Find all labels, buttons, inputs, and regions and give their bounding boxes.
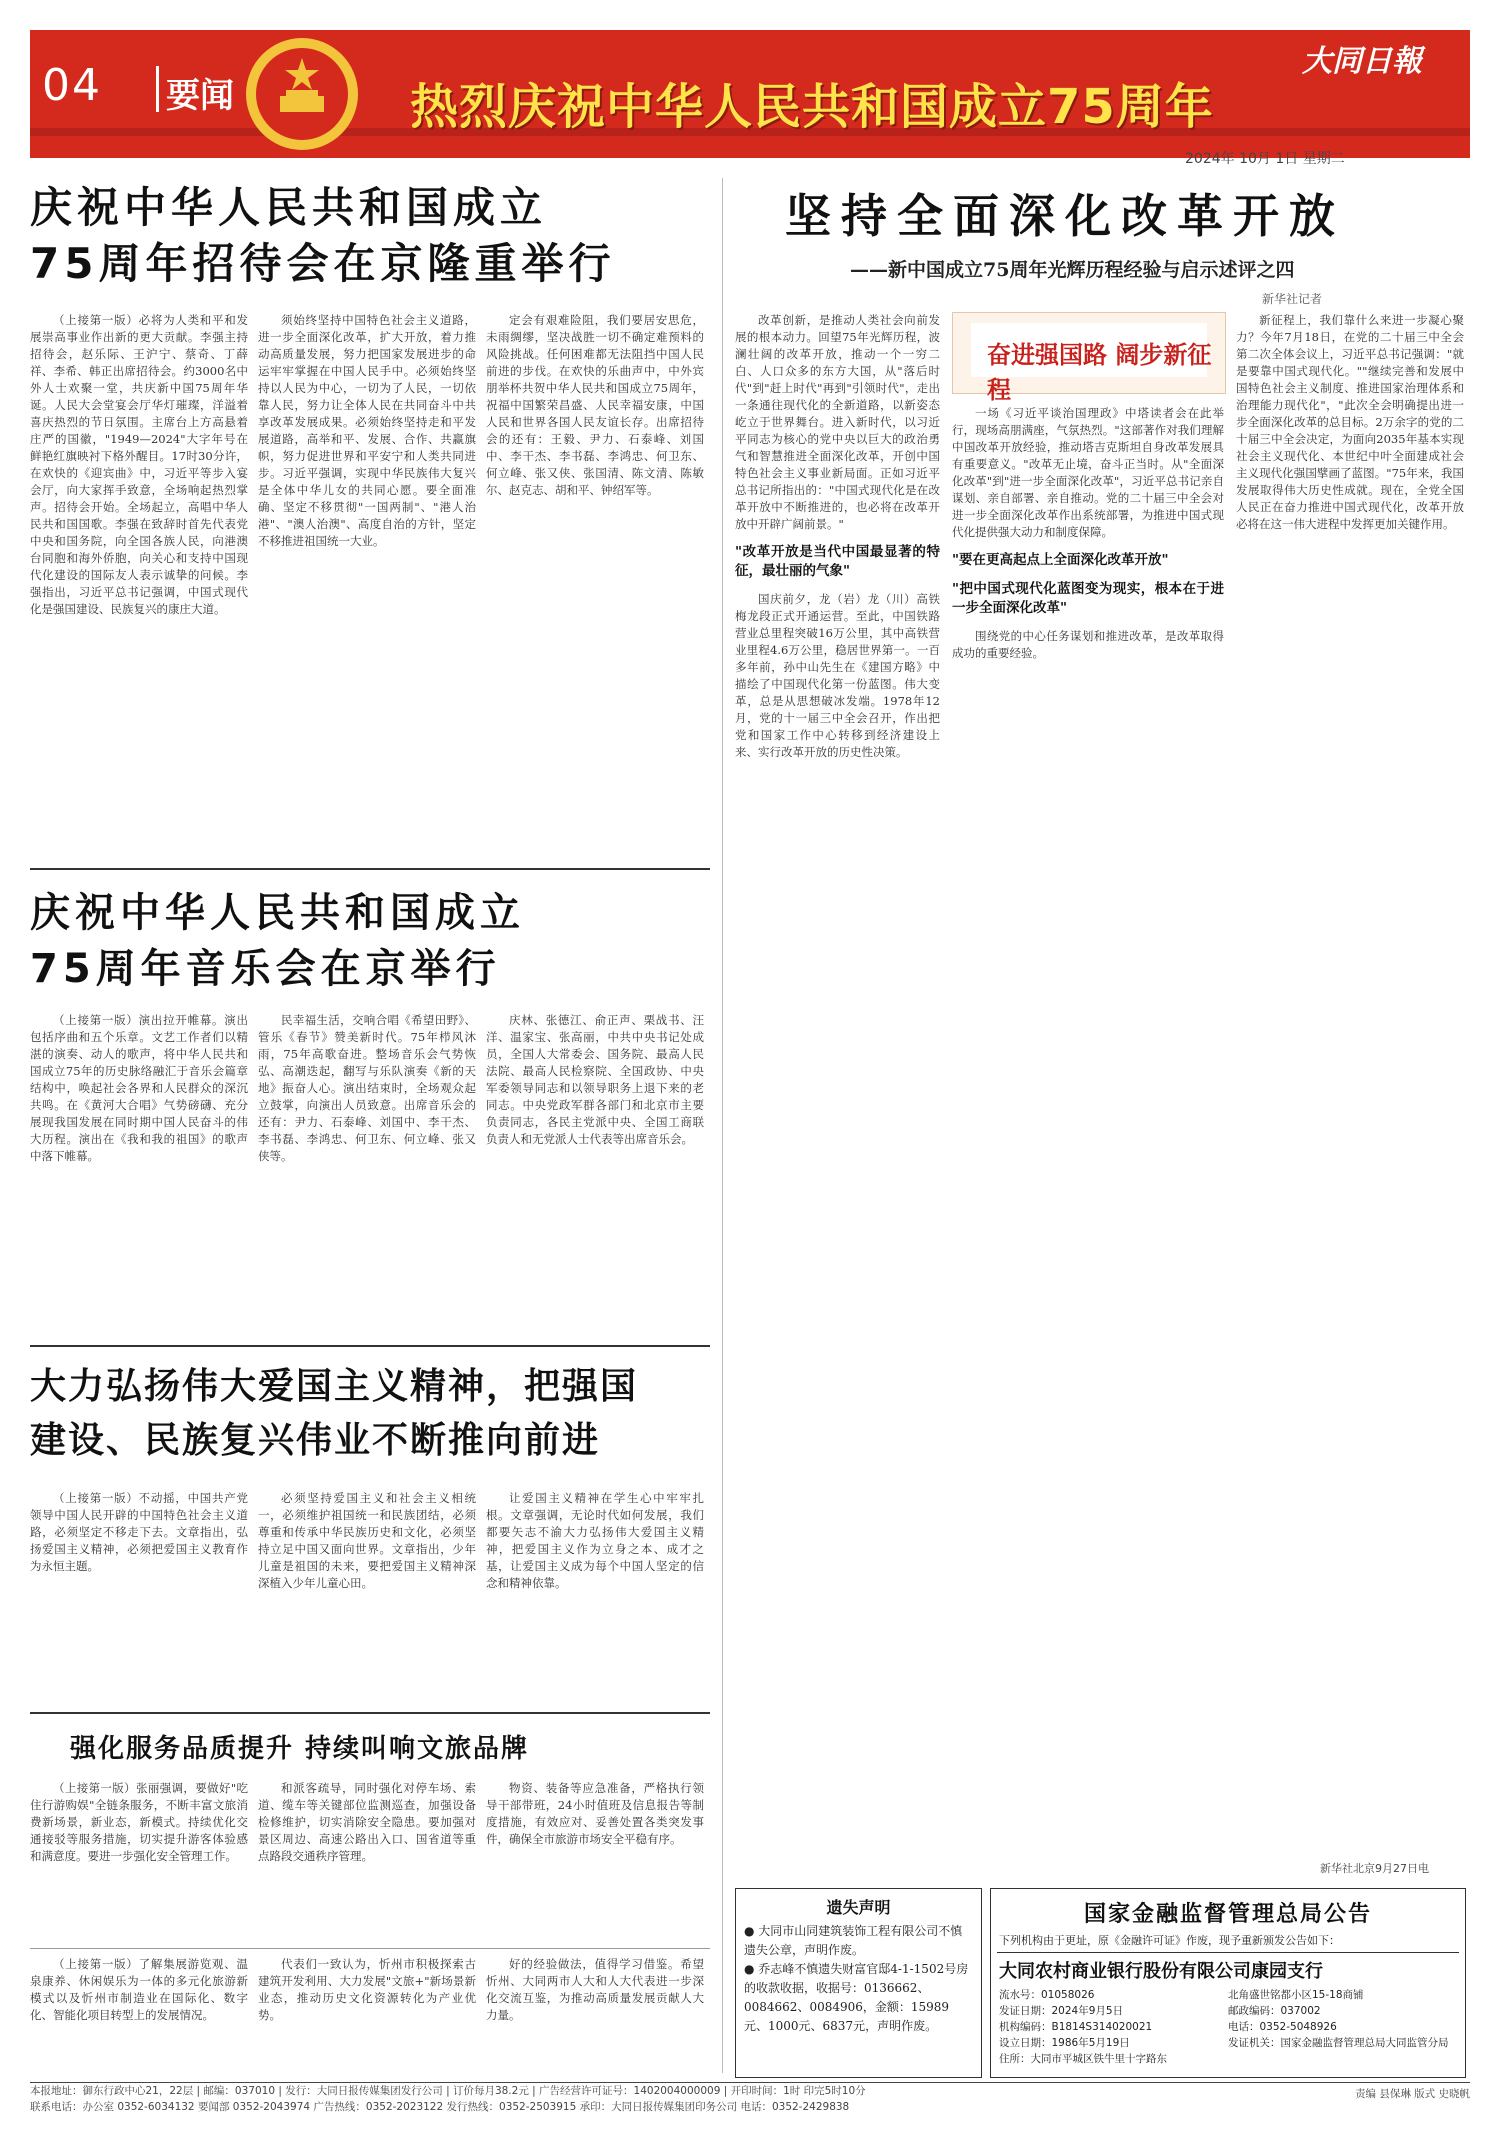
concert-col-1 — [30, 1012, 248, 1332]
divider — [30, 868, 710, 870]
concert-text-2: 民幸福生活，交响合唱《希望田野》、管乐《春节》赞美新时代。75年栉风沐雨，75年高歌奋进。整场音乐会气势恢弘、高潮迭起，翻写与乐队演奏《新的天地》振奋人心。演出结束时，全场观众起立鼓掌，向演出人员致意。出席音乐会的还有：尹力、石泰峰、刘国中、李干杰、李书磊、李鸿忠、何卫东、何立峰、张又侠等。 — [258, 1013, 476, 1163]
patriotism-text-2: 必须坚持爱国主义和社会主义相统一，必须维护祖国统一和民族团结，必须尊重和传承中华民族历史和文化，必须坚持立足中国又面向世界。文章指出，少年儿童是祖国的未来，要把爱国主义精神深深植入少年儿童心田。 — [258, 1491, 476, 1590]
footer-line2: 联系电话：办公室 0352-6034132 要闻部 0352-2043974 广告热线：0352-2023122 发行热线：0352-2503915 承印：大同日报传媒集团印务公司 电话：0352-2429838 — [30, 2101, 850, 2113]
tourism-text-4: （上接第一版）了解集展游览观、温泉康养、休闲娱乐为一体的多元化旅游新模式以及忻州市制造业在国际化、数字化、智能化项目转型上的发展情况。 — [30, 1957, 248, 2022]
tourism-headline: 强化服务品质提升 持续叫响文旅品牌 — [70, 1734, 530, 1764]
concert-title-line1: 庆祝中华人民共和国成立 — [30, 890, 525, 936]
concert-title-line2: 75周年音乐会在京举行 — [30, 946, 501, 992]
patriotism-col-1 — [30, 1490, 248, 1700]
reception-text-1: （上接第一版）必将为人类和平和发展崇高事业作出新的更大贡献。李强主持招待会，赵乐际、王沪宁、蔡奇、丁薛祥、李希、韩正出席招待会。约3000名中外人士欢聚一堂，共庆新中国75周年华诞。人民大会堂宴会厅华灯璀璨，洋溢着喜庆热烈的节日氛围。主席台上方高悬着庄严的国徽，"1949—2024"大字年号在鲜艳红旗映衬下格外醒目。17时30分许，在欢快的《迎宾曲》中，习近平等步入宴会厅，向大家挥手致意，全场响起热烈掌声。招待会开始。全场起立，高唱中华人民共和国国歌。李强在致辞时首先代表党中央和国务院，向全国各族人民，向港澳台同胞和海外侨胞，向关心和支持中国现代化建设的国际友人表示诚挚的问候。李强指出，习近平总书记强调，中国式现代化是强国建设、民族复兴的康庄大道。 — [30, 313, 248, 616]
lost-notice-text: 乔志峰不慎遗失财富官邸4-1-1502号房的收款收据，收据号：0136662、0084662、0084906，金额：15989元、1000元、6837元，声明作废。 — [744, 1962, 969, 2033]
bank-field: 机构编码：B1814S314020021 — [999, 2021, 1153, 2033]
lost-notice-item: ● 乔志峰不慎遗失财富官邸4-1-1502号房的收款收据，收据号：0136662、0084662、0084906，金额：15989元、1000元、6837元，声明作废。 — [744, 1962, 969, 2033]
concert-col-2 — [258, 1012, 476, 1332]
reform-subheading-1: "改革开放是当代中国最显著的特征，最壮丽的气象" — [735, 544, 940, 579]
finance-notice-title: 国家金融监督管理总局公告 — [1083, 1902, 1372, 1927]
reform-col-3 — [1236, 312, 1464, 1872]
reform-text-1b: 国庆前夕，龙（岩）龙（川）高铁梅龙段正式开通运营。至此，中国铁路营业总里程突破16万公里，其中高铁营业里程4.6万公里，稳居世界第一。一百多年前，孙中山先生在《建国方略》中描绘了中国现代化第一份蓝图。伟大变革，总是从思想破冰发端。1978年12月，党的十一届三中全会召开，作出把党和国家工作中心转移到经济建设上来、实行改革开放的历史性决策。 — [735, 592, 940, 759]
reform-headline: 坚持全面深化改革开放 — [785, 189, 1345, 243]
footer-line1: 本报地址：御东行政中心21，22层 | 邮编：037010 | 发行：大同日报传媒集团发行公司 | 订价每月38.2元 | 广告经营许可证号：1402004000009 | 开印时间：1时 印完5时10分 — [30, 2085, 866, 2097]
reception-title-line2: 75周年招待会在京隆重举行 — [30, 239, 616, 288]
tourism-text-2: 和派客疏导，同时强化对停车场、索道、缆车等关键部位监测巡查，加强设备检修维护，切实消除安全隐患。要加强对景区周边、高速公路出入口、国省道等重点路段交通秩序管理。 — [258, 1781, 476, 1863]
tourism-text-3: 物资、装备等应急准备，严格执行领导干部带班，24小时值班及信息报告等制度措施，有效应对、妥善处置各类突发事件，确保全市旅游市场安全平稳有序。 — [486, 1781, 704, 1846]
section-label: 要闻 — [166, 76, 234, 116]
concert-headline — [30, 885, 525, 997]
national-emblem-icon — [240, 32, 364, 156]
tourism-text-5: 代表们一致认为，忻州市积极探索古建筑开发利用、大力发展"文旅+"新场景新业态，推动历史文化资源转化为产业优势。 — [258, 1957, 476, 2022]
divider — [30, 1345, 710, 1347]
bank-field: 住所：大同市平城区铁牛里十字路东 — [999, 2053, 1167, 2065]
tourism-col-3 — [486, 1780, 704, 1940]
reform-col-1 — [735, 312, 940, 1877]
bank-field: 流水号：01058026 — [999, 1989, 1095, 2001]
tourism-col-1 — [30, 1780, 248, 1940]
reception-col-2 — [258, 312, 476, 857]
reform-text-1: 改革创新，是推动人类社会向前发展的根本动力。回望75年光辉历程，波澜壮阔的改革开放，推动一个一穷二白、人口众多的东方大国，从"落后时代"到"赶上时代"再到"引领时代"，走出一条通往现代化的全新道路，以新姿态屹立于世界舞台。进入新时代，以习近平同志为核心的党中央以巨大的政治勇气和智慧推进全面深化改革，开创中国特色社会主义事业新局面。正如习近平总书记所指出的："中国式现代化是在改革开放中不断推进的，也必将在改革开放中开辟广阔前景。" — [735, 313, 940, 531]
footer-editor: 责编 县保琳 版式 史晓帆 — [1354, 2088, 1470, 2100]
lost-notice-title: 遗失声明 — [826, 1898, 891, 1917]
divider — [30, 1712, 710, 1714]
reform-byline: 新华社记者 — [1262, 292, 1323, 306]
reform-text-2b: 围绕党的中心任务谋划和推进改革，是改革取得成功的重要经验。 — [952, 629, 1224, 660]
patriotism-col-3 — [486, 1490, 704, 1700]
concert-col-3 — [486, 1012, 704, 1332]
finance-notice-intro: 下列机构由于更址，原《金融许可证》作废，现予重新颁发公告如下： — [999, 1934, 1340, 1947]
patriotism-headline — [30, 1360, 638, 1468]
lost-notice-text: 大同市山同建筑装饰工程有限公司不慎遗失公章，声明作废。 — [744, 1924, 963, 1957]
patriotism-col-2 — [258, 1490, 476, 1700]
tourism-col-2 — [258, 1780, 476, 1940]
page-number: 04 — [42, 60, 102, 111]
page-header — [30, 30, 1470, 158]
concert-text-1: （上接第一版）演出拉开帷幕。演出包括序曲和五个乐章。文艺工作者们以精湛的演奏、动人的歌声，将中华人民共和国成立75年的历史脉络融汇于音乐会篇章结构中，唤起社会各界和人民群众的深沉共鸣。在《黄河大合唱》气势磅礴、充分展现我国发展在同时期中国人民奋斗的伟大历程。演出在《我和我的祖国》的歌声中落下帷幕。 — [30, 1013, 248, 1163]
reform-dateline: 新华社北京9月27日电 — [1320, 1862, 1429, 1875]
reception-title-line1: 庆祝中华人民共和国成立 — [30, 183, 548, 232]
tourism-text-1: （上接第一版）张丽强调，要做好"吃住行游购娱"全链条服务，不断丰富文旅消费新场景，新业态，新模式。持续优化交通接驳等服务措施，切实提升游客体验感和满意度。要进一步强化安全管理工作。 — [30, 1781, 248, 1863]
reform-subheading-3: "把中国式现代化蓝图变为现实，根本在于进一步全面深化改革" — [952, 581, 1224, 616]
reception-col-3 — [486, 312, 704, 857]
celebration-banner: 热烈庆祝中华人民共和国成立75周年 — [410, 79, 1214, 135]
finance-notice-box — [990, 1888, 1466, 2078]
patriotism-text-3: 让爱国主义精神在学生心中牢牢扎根。文章强调，无论时代如何发展，我们都要矢志不渝大力弘扬伟大爱国主义精神，把爱国主义作为立身之本、成才之基，让爱国主义成为每个中国人坚定的信念和精神依靠。 — [486, 1491, 704, 1590]
tourism-col-4 — [30, 1956, 248, 2074]
reform-subtitle: ——新中国成立75周年光辉历程经验与启示述评之四 — [850, 259, 1295, 281]
column-divider — [722, 178, 723, 2073]
bank-fields — [991, 1987, 1465, 2067]
tourism-col-5 — [258, 1956, 476, 2074]
reform-col-2 — [952, 405, 1224, 1875]
reception-text-2: 须始终坚持中国特色社会主义道路，进一步全面深化改革，扩大开放，着力推动高质量发展，努力把国家发展进步的命运牢牢掌握在中国人民手中。必须始终坚持以人民为中心，一切为了人民，一切依靠人民，努力让全体人民在共同奋斗中共享改革发展成果。必须始终坚持走和平发展道路，高举和平、发展、合作、共赢旗帜，努力促进世界和平安宁和人类共同进步。习近平强调，实现中华民族伟大复兴是全体中华儿女的共同心愿。要全面准确、坚定不移贯彻"一国两制"、"港人治港"、"澳人治澳"、高度自治的方针，坚定不移推进祖国统一大业。 — [258, 313, 476, 548]
bank-field: 发证日期：2024年9月5日 — [999, 2005, 1124, 2017]
bank-field: 邮政编码：037002 — [1228, 2005, 1321, 2017]
patriotism-title-line2: 建设、民族复兴伟业不断推向前进 — [30, 1420, 601, 1461]
patriotism-title-line1: 大力弘扬伟大爱国主义精神，把强国 — [30, 1366, 639, 1407]
divider — [30, 1948, 710, 1949]
bank-field: 电话：0352-5048926 — [1228, 2021, 1337, 2033]
lost-notice-item: ● 大同市山同建筑装饰工程有限公司不慎遗失公章，声明作废。 — [744, 1924, 963, 1957]
reception-text-3: 定会有艰难险阻，我们要居安思危，未雨绸缪，坚决战胜一切不确定难预料的风险挑战。任何困难都无法阻挡中国人民前进的步伐。在欢快的乐曲声中，中外宾朋举杯共贺中华人民共和国成立75周年，祝福中国繁荣昌盛、人民幸福安康，中国人民和世界各国人民友谊长存。出席招待会的还有：王毅、尹力、石泰峰、刘国中、李干杰、李书磊、李鸿忠、何卫东、何立峰、张又侠、张国清、陈文清、陈敏尔、赵克志、胡和平、钟绍军等。 — [486, 313, 704, 497]
section-divider — [156, 66, 159, 112]
bank-field: 北角盛世铭都小区15-18商铺 — [1228, 1989, 1364, 2001]
bank-name: 大同农村商业银行股份有限公司康园支行 — [999, 1961, 1323, 1982]
patriotism-text-1: （上接第一版）不动摇，中国共产党领导中国人民开辟的中国特色社会主义道路，必须坚定不移走下去。文章指出，弘扬爱国主义精神，必须把爱国主义教育作为永恒主题。 — [30, 1491, 248, 1573]
newspaper-masthead: 大同日報 — [1302, 44, 1422, 79]
bank-field: 发证机关：国家金融监督管理总局大同监管分局 — [1228, 2037, 1449, 2049]
reform-subheading-2: "要在更高起点上全面深化改革开放" — [952, 552, 1169, 568]
tourism-col-6 — [486, 1956, 704, 2074]
concert-text-3: 庆林、张德江、俞正声、栗战书、汪洋、温家宝、张高丽，中共中央书记处成员，全国人大常委会、国务院、最高人民法院、最高人民检察院、全国政协、中央军委领导同志和以领导职务上退下来的老同志。中央党政军群各部门和北京市主要负责同志，各民主党派中央、全国工商联负责人和无党派人士代表等出席音乐会。 — [486, 1013, 704, 1146]
page-footer — [30, 2082, 1470, 2118]
tourism-text-6: 好的经验做法，值得学习借鉴。希望忻州、大同两市人大和人大代表进一步深化交流互鉴，为推动高质量发展贡献人大力量。 — [486, 1957, 704, 2022]
lost-notice-list — [736, 1918, 981, 2040]
reception-headline — [30, 180, 615, 292]
issue-date: 2024年 10月 1日 星期二 — [1185, 151, 1345, 167]
series-banner-label: 奋进强国路 阔步新征程 — [987, 341, 1212, 404]
series-banner — [952, 312, 1226, 404]
reform-text-3: 新征程上，我们靠什么来进一步凝心聚力？今年7月18日，在党的二十届三中全会第二次全体会议上，习近平总书记强调："就是要靠中国式现代化。""继续完善和发展中国特色社会主义制度、推进国家治理体系和治理能力现代化"，"此次全会明确提出进一步全面深化改革的总目标。2万余字的党的二十届三中全会决定，为面向2035年基本实现社会主义现代化、本世纪中叶全面建成社会主义现代化强国擘画了蓝图。"75年来，我国发展取得伟大历史性成就。现在，全党全国人民正在奋力推进中国式现代化，改革开放必将在这一伟大进程中发挥更加关键作用。 — [1236, 313, 1464, 531]
lost-notice-box — [735, 1888, 982, 2078]
reception-col-1 — [30, 312, 248, 857]
bank-field: 设立日期：1986年5月19日 — [999, 2037, 1130, 2049]
reform-text-2: 一场《习近平谈治国理政》中塔读者会在此举行，现场高朋满座，气氛热烈。"这部著作对我们理解中国改革开放经验，推动塔吉克斯坦自身改革发展具有重要意义。"改革无止境，奋斗正当时。从"全面深化改革"到"进一步全面深化改革"，习近平总书记亲自谋划、亲自部署、亲自推动。党的二十届三中全会对进一步全面深化改革作出系统部署，为推进中国式现代化提供强大动力和制度保障。 — [952, 406, 1224, 539]
